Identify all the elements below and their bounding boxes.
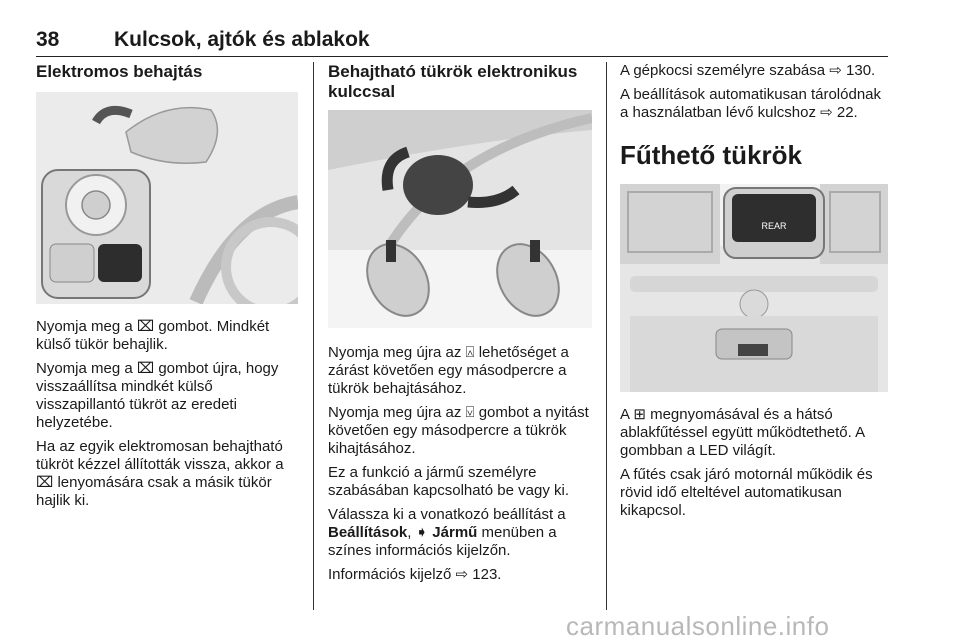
column-heated-mirrors bbox=[620, 62, 888, 526]
paragraph: Nyomja meg a ⌧ gombot újra, hogy visszaállítsa mindkét külső visszapillantó tükröt az eredeti helyzetébe. bbox=[36, 360, 279, 431]
paragraph: Nyomja meg a ⌧ gombot. Mindkét külső tükör behajlik. bbox=[36, 318, 270, 353]
key-fob-illustration bbox=[328, 110, 592, 328]
paragraph: Válassza ki a vonatkozó beállítást a Beállítások, ➧ Jármű menüben a színes információs kijelzőn. bbox=[328, 506, 566, 559]
page-header bbox=[36, 26, 888, 57]
paragraph: Információs kijelző ⇨ 123. bbox=[328, 566, 502, 583]
menu-name-settings: Beállítások bbox=[328, 524, 408, 541]
section-heading: Elektromos behajtás bbox=[36, 62, 203, 81]
page-number: 38 bbox=[36, 28, 60, 51]
section-heading: Behajtható tükrök elektronikus kulccsal bbox=[328, 62, 578, 101]
column-divider bbox=[606, 62, 607, 610]
heated-mirror-button-illustration bbox=[620, 184, 888, 392]
menu-name-vehicle: Jármű bbox=[432, 524, 478, 541]
chapter-title: Kulcsok, ajtók és ablakok bbox=[114, 28, 370, 51]
paragraph: Nyomja meg újra az ⍌ gombot a nyitást követően egy másodpercre a tükrök kihajtásához. bbox=[328, 404, 589, 457]
column-key-folding bbox=[328, 62, 592, 590]
paragraph: A fűtés csak járó motornál működik és rövid idő elteltével automatikusan kikapcsol. bbox=[620, 466, 873, 519]
paragraph: Nyomja meg újra az ⍓ lehetőséget a zárást követően egy másodpercre a tükrök behajtásához. bbox=[328, 344, 569, 397]
section-title: Fűthető tükrök bbox=[620, 140, 802, 170]
column-divider bbox=[313, 62, 314, 610]
paragraph: Ez a funkció a jármű személyre szabásában kapcsolható be vagy ki. bbox=[328, 464, 569, 499]
mirror-switch-illustration bbox=[36, 92, 298, 304]
paragraph: A gépkocsi személyre szabása ⇨ 130. bbox=[620, 62, 876, 79]
rear-button-label: REAR bbox=[761, 221, 787, 231]
column-electric-folding bbox=[36, 62, 298, 516]
paragraph: A ⊞ megnyomásával és a hátsó ablakfűtéssel együtt működtethető. A gombban a LED világít. bbox=[620, 406, 865, 459]
watermark: carmanualsonline.info bbox=[566, 611, 830, 641]
paragraph: A beállítások automatikusan tárolódnak a használatban lévő kulcshoz ⇨ 22. bbox=[620, 86, 881, 121]
paragraph: Ha az egyik elektromosan behajtható tükröt kézzel állították vissza, akkor a ⌧ lenyomására csak a másik tükör hajlik ki. bbox=[36, 438, 284, 509]
